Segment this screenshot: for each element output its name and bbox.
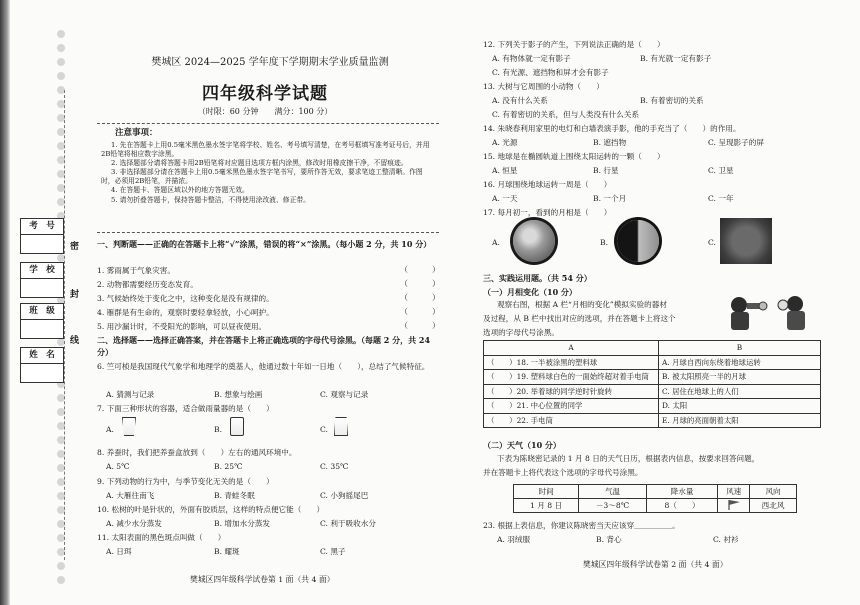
moon-matching-table xyxy=(483,340,821,428)
notice-box xyxy=(97,123,439,233)
question-9: 9. 下列动物的行为中，与季节变化无关的是（ ） xyxy=(97,477,274,486)
question-5: 5. 用沙漏计时，不受阳光的影响，可以昼夜使用。 xyxy=(97,322,267,331)
match-a-cell[interactable]: （ ）22. 手电筒 xyxy=(484,413,659,428)
q7-option-c[interactable]: C. xyxy=(320,425,328,434)
question-12: 12. 下列关于影子的产生，下列说法正确的是（ ） xyxy=(483,40,665,49)
q6-option-a[interactable]: A. 猜测与记录 xyxy=(106,390,155,399)
q12-option-c[interactable]: C. 有光源、遮挡物和屏才会有影子 xyxy=(492,68,609,77)
q15-option-b[interactable]: B. 行星 xyxy=(593,166,619,175)
seal-char-feng: 封 xyxy=(70,290,80,300)
notice-item: 1. 先在答题卡上用0.5毫米黑色墨水签字笔将学校、姓名、考号填写清楚，在考号框填写准考证号后，并用2B铅笔将相应数字涂黑。 xyxy=(101,140,430,158)
q13-option-a[interactable]: A. 没有什么关系 xyxy=(492,96,548,105)
match-b-cell: C. 居住在地球上的人们 xyxy=(659,384,821,399)
scan-edge-shadow xyxy=(0,0,10,605)
match-b-cell: A. 月球自西向东绕着地球运转 xyxy=(659,355,821,370)
notice-item: 5. 请勿折叠答题卡，保持答题卡整洁，不得使用涂改液、修正带。 xyxy=(111,195,310,204)
match-a-cell[interactable]: （ ）18. 一半被涂黑的塑料球 xyxy=(484,355,659,370)
weather-desc-line-2: 并在答题卡上将代表这个选项的字母代号涂黑。 xyxy=(483,468,643,477)
seal-dash-line xyxy=(64,90,65,560)
question-2: 2. 动物都需要经历变态发育。 xyxy=(97,280,198,289)
q17-option-c[interactable]: C. xyxy=(708,238,716,247)
match-a-cell[interactable]: （ ）20. 举着球的同学逆时针旋转 xyxy=(484,384,659,399)
match-b-cell: B. 被太阳照亮一半的月球 xyxy=(659,370,821,385)
column-a-header: A xyxy=(484,341,659,356)
cup-flared-icon xyxy=(334,417,348,436)
weather-calendar-table xyxy=(513,484,797,513)
weather-header: 时间 xyxy=(514,485,579,499)
subsection-moon-title: （一）月相变化（10 分） xyxy=(483,287,577,297)
question-4: 4. 雁群是有生命的，观察时要轻拿轻放，小心呵护。 xyxy=(97,308,274,317)
exam-number-label: 考 号 xyxy=(21,219,63,235)
class-label: 班 级 xyxy=(21,304,63,320)
section-3-title: 三、实践运用题。（共 54 分） xyxy=(483,273,592,283)
question-3: 3. 气候始终处于变化之中，这种变化是没有规律的。 xyxy=(97,294,274,303)
table-row xyxy=(484,370,821,385)
weather-header-row xyxy=(514,485,797,499)
school-box[interactable] xyxy=(20,262,64,298)
q9-option-c[interactable]: C. 小狗摇尾巴 xyxy=(320,491,369,500)
q23-option-c[interactable]: C. 衬衫 xyxy=(713,535,739,544)
q6-option-c[interactable]: C. 观察与记录 xyxy=(320,390,369,399)
page-2-footer: 樊城区四年级科学试卷第 2 面（共 4 面） xyxy=(583,560,728,569)
question-8: 8. 养蚕时，我们把养蚕盒放到（ ）左右的通风环境中。 xyxy=(97,448,297,457)
notice-item: 4. 在答题卡、答题区域以外的地方答题无效。 xyxy=(111,186,249,195)
q14-option-a[interactable]: A. 光源 xyxy=(492,138,518,147)
q12-option-a[interactable]: A. 有物体就一定有影子 xyxy=(492,54,571,63)
section-2-title: 二、选择题——选择正确答案，并在答题卡上将正确选项的字母代号涂黑。（每题 2 分，共 24 分） xyxy=(97,335,431,357)
match-b-cell: D. 太阳 xyxy=(659,399,821,414)
answer-paren-1[interactable]: （ ） xyxy=(400,265,440,274)
page-1-footer: 樊城区四年级科学试卷第 1 面（共 4 面） xyxy=(190,575,335,584)
table-row xyxy=(484,399,821,414)
q16-option-a[interactable]: A. 一天 xyxy=(492,194,518,203)
q8-option-c[interactable]: C. 35℃ xyxy=(320,462,349,471)
column-b-header: B xyxy=(659,341,821,356)
q14-option-b[interactable]: B. 遮挡物 xyxy=(593,138,627,147)
seal-char-mi: 密 xyxy=(70,242,80,252)
cup-straight-icon xyxy=(230,417,244,436)
cup-tapered-icon xyxy=(122,417,136,436)
question-16: 16. 月球围绕地球运转一周是（ ） xyxy=(483,180,612,189)
match-b-cell: E. 月球的亮面朝着太阳 xyxy=(659,413,821,428)
q10-option-b[interactable]: B. 增加水分蒸发 xyxy=(214,519,270,528)
moon-desc-line-3: 选项的字母代号涂黑。 xyxy=(483,328,559,337)
q9-option-b[interactable]: B. 青蛙冬眠 xyxy=(214,491,255,500)
q11-option-b[interactable]: B. 耀斑 xyxy=(214,547,240,556)
weather-header: 降水量 xyxy=(646,485,717,499)
moon-desc-line-2: 及过程，从 B 栏中找出对应的选项，并在答题卡上将这个 xyxy=(483,314,676,323)
wind-flag-icon xyxy=(727,499,741,510)
q23-option-a[interactable]: A. 羽绒服 xyxy=(497,535,531,544)
moon-experiment-illustration xyxy=(725,293,820,335)
moon-desc-line-1: 观察右图，根据 A 栏“月相的变化”模拟实验的器材 xyxy=(497,300,667,309)
class-box[interactable] xyxy=(20,303,64,339)
table-row xyxy=(484,355,821,370)
exam-header: 樊城区 2024—2025 学年度下学期期末学业质量监测 xyxy=(151,57,389,68)
half-moon-icon xyxy=(617,220,659,262)
q7-option-a[interactable]: A. xyxy=(106,425,114,434)
weather-desc-line-1: 下表为陈晓密记录的 1 月 8 日的天气日历，根据表内信息，按要求回答问题， xyxy=(497,454,760,463)
q16-option-b[interactable]: B. 一个月 xyxy=(593,194,627,203)
q15-option-c[interactable]: C. 卫星 xyxy=(708,166,734,175)
notice-item: 3. 非选择题部分请在答题卡上用0.5毫米黑色墨水签字笔书写，要所作答无效，要求笔迹工整清晰。作图时，必须用2B铅笔，并描浓。 xyxy=(101,168,423,186)
weather-header: 风速 xyxy=(718,485,750,499)
school-label: 学 校 xyxy=(21,263,63,279)
wind-speed-cell xyxy=(718,499,750,513)
name-label: 姓 名 xyxy=(21,348,63,364)
weather-header: 气温 xyxy=(579,485,647,499)
question-23: 23. 根据上表信息，你建议陈晓密当天应该穿＿＿＿＿＿。 xyxy=(483,521,680,530)
question-7: 7. 下面三种形状的容器，适合做雨量器的是（ ） xyxy=(97,404,274,413)
question-11: 11. 太阳表面的黑色斑点叫做（ ） xyxy=(97,533,226,542)
weather-header: 风向 xyxy=(750,485,797,499)
time-score-line: （时限：60 分钟 满分：100 分） xyxy=(197,107,333,116)
answer-paren-4[interactable]: （ ） xyxy=(400,307,440,316)
q10-option-c[interactable]: C. 利于吸收水分 xyxy=(320,519,376,528)
q23-option-b[interactable]: B. 背心 xyxy=(596,535,622,544)
notice-title: 注意事项： xyxy=(115,128,158,138)
new-moon-icon xyxy=(720,218,772,264)
binding-strip xyxy=(10,0,80,605)
name-box[interactable] xyxy=(20,347,64,383)
table-row xyxy=(484,384,821,399)
question-6: 6. 竺可桢是我国现代气象学和地理学的奠基人，他通过数十年如一日地（ ），总结了气候特征。 xyxy=(97,362,430,371)
question-17: 17. 每月初一，看到的月相是（ ） xyxy=(483,208,612,217)
question-15: 15. 地球是在椭圆轨道上围绕太阳运转的一颗（ ） xyxy=(483,152,665,161)
q9-option-a[interactable]: A. 大雁往南飞 xyxy=(106,491,155,500)
q11-option-a[interactable]: A. 日珥 xyxy=(106,547,132,556)
q13-option-c[interactable]: C. 有着密切的关系，但与人类没有什么关系 xyxy=(492,110,640,119)
q12-option-b[interactable]: B. 有光就一定有影子 xyxy=(640,54,712,63)
weather-wind-direction: 西北风 xyxy=(750,499,797,513)
page-title: 四年级科学试题 xyxy=(202,84,328,104)
weather-precipitation[interactable]: 8（ ） xyxy=(646,499,717,513)
seal-char-xian: 线 xyxy=(70,336,80,346)
subsection-weather-title: （二）天气（10 分） xyxy=(483,440,561,450)
q11-option-c[interactable]: C. 黑子 xyxy=(320,547,346,556)
weather-temperature: －3～8℃ xyxy=(579,499,647,513)
match-a-cell[interactable]: （ ）19. 塑料球白色的一面始终超对着手电筒 xyxy=(484,370,659,385)
question-1: 1. 雾雨属于气象灾害。 xyxy=(97,266,176,275)
answer-paren-5[interactable]: （ ） xyxy=(400,321,440,330)
weather-data-row xyxy=(514,499,797,513)
q17-option-b[interactable]: B. xyxy=(600,238,608,247)
notice-item: 2. 选择题部分请将答题卡用2B铅笔将对应题目选项方框内涂黑，修改时用橡皮擦干净，不留痕迹。 xyxy=(111,158,408,167)
answer-paren-2[interactable]: （ ） xyxy=(400,279,440,288)
q7-option-b[interactable]: B. xyxy=(214,425,222,434)
weather-date: 1 月 8 日 xyxy=(514,499,579,513)
question-14: 14. 朱晓春利用家里的电灯和白墙表演手影，他的手充当了（ ）的作用。 xyxy=(483,124,741,133)
section-1-title: 一、判断题——正确的在答题卡上将“√”涂黑，错误的将“×”涂黑。（每小题 2 分，共 10 分） xyxy=(97,239,432,249)
full-moon-icon xyxy=(513,220,555,262)
question-13: 13. 大树与它周围的小动物（ ） xyxy=(483,82,604,91)
q8-option-b[interactable]: B. 25℃ xyxy=(214,462,243,471)
match-a-cell[interactable]: （ ）21. 中心位置的同学 xyxy=(484,399,659,414)
q8-option-a[interactable]: A. 5℃ xyxy=(106,462,130,471)
answer-paren-3[interactable]: （ ） xyxy=(400,293,440,302)
q13-option-b[interactable]: B. 有着密切的关系 xyxy=(640,96,704,105)
exam-number-box[interactable] xyxy=(20,218,64,254)
q6-option-b[interactable]: B. 想象与绘画 xyxy=(214,390,263,399)
question-10: 10. 松树的叶是针状的，外面有胶质层，这样的特点便它能（ ） xyxy=(97,505,325,514)
q10-option-a[interactable]: A. 减少水分蒸发 xyxy=(106,519,162,528)
table-row xyxy=(484,413,821,428)
q14-option-c[interactable]: C. 呈现影子的屏 xyxy=(708,138,764,147)
q16-option-c[interactable]: C. 一年 xyxy=(708,194,734,203)
q15-option-a[interactable]: A. 恒星 xyxy=(492,166,518,175)
q17-option-a[interactable]: A. xyxy=(492,238,500,247)
